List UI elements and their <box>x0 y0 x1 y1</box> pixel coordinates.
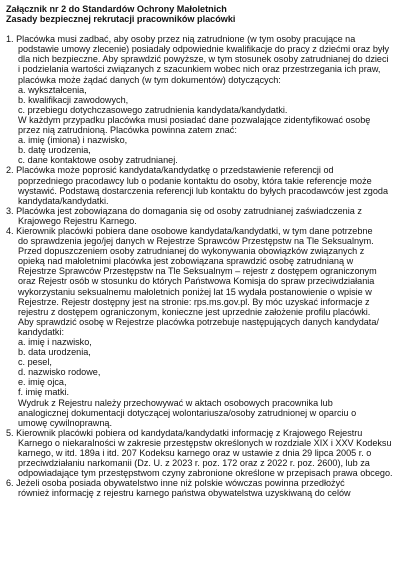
text-line: 4. Kierownik placówki pobiera dane osobowe kandydata/kandydatki, w tym dane potrzebne <box>6 225 373 236</box>
text-line: przez nią zatrudnioną. Placówka powinna zatem znać: <box>18 125 237 136</box>
text-line: do sprawdzenia jego/jej danych w Rejestrze Sprawców Przestępstw na Tle Seksualnym. <box>18 236 374 247</box>
list-item: b. data urodzenia, <box>18 347 91 358</box>
text-line: analogicznej dokumentacji dotyczącej wolontariusza/osoby zatrudnionej w oparciu o <box>18 407 357 418</box>
list-item: f. imię matki. <box>18 387 70 398</box>
list-item: b. datę urodzenia, <box>18 145 91 156</box>
indented-block <box>6 488 398 498</box>
text-line: placówka może żądać danych (w tym dokumentów) dotyczących: <box>18 74 281 85</box>
list-item: b. kwalifikacji zawodowych, <box>18 94 129 105</box>
document-body <box>6 34 398 498</box>
text-line: rejestru z dostępem ograniczonym, konieczne jest uprzednie założenie profilu placówki. <box>18 306 371 317</box>
text-line: opieką nad małoletnimi placówka jest zobowiązana sprawdzić osobę zatrudnianą w <box>18 256 354 267</box>
text-line: 6. Jeżeli osoba posiada obywatelstwo inne niż polskie wówczas powinna przedłożyć <box>6 478 345 489</box>
text-line: Wydruk z Rejestru należy przechowywać w aktach osobowych pracownika lub <box>18 397 333 408</box>
text-line: odpowiadające tym przestępstwom czyny zabronione określone w przepisach prawa obcego. <box>18 468 393 479</box>
list-item: a. wykształcenia, <box>18 84 87 95</box>
indented-block <box>6 236 398 428</box>
list-item: a. imię (imiona) i nazwisko, <box>18 135 128 146</box>
text-line: Przed dopuszczeniem osoby zatrudnianej do wykonywania obowiązków związanych z <box>18 246 365 257</box>
text-line: podstawie umowy zlecenie) posiadały odpowiednie kwalifikacje do pracy z dziećmi oraz były <box>18 44 390 55</box>
text-line: Aby sprawdzić osobę w Rejestrze placówka potrzebuje następujących danych kandydata/ <box>18 316 379 327</box>
text-line: Rejestrze. Rejestr dostępny jest na stronie: rps.ms.gov.pl. By móc uzyskać informacje z <box>18 296 370 307</box>
text-line: 5. Kierownik placówki pobiera od kandydata/kandydatki informację z Krajowego Rejestru <box>6 427 363 438</box>
indented-block <box>6 438 398 478</box>
list-item: a. imię i nazwisko, <box>18 337 92 347</box>
text-line: Rejestrze Sprawców Przestępstw na Tle Seksualnym – rejestr z dostępem ograniczonym <box>18 266 377 277</box>
list-item: d. nazwisko rodowe, <box>18 367 101 378</box>
paragraph-5 <box>6 428 398 478</box>
text-line: oraz Rejestr osób w stosunku do których Państwowa Komisja do spraw przeciwdziałania <box>18 276 375 287</box>
text-line: W każdym przypadku placówka musi posiadać dane pozwalające zidentyfikować osobę <box>18 114 371 125</box>
list-item: c. dane kontaktowe osoby zatrudnianej. <box>18 155 178 166</box>
paragraph-1 <box>6 34 398 165</box>
text-line: poprzedniego pracodawcy lub o podanie kontaktu do osoby, która takie referencje może <box>18 175 372 186</box>
text-line: Karnego o niekaralności w zakresie przestępstw określonych w rozdziale XIX i XXV Kodeksu <box>18 437 392 448</box>
text-line: kandydatki: <box>18 326 65 337</box>
text-line: Krajowego Rejestru Karnego. <box>18 215 137 226</box>
text-line: wystawić. Podstawą dostarczenia referencji lub kontaktu do byłych pracodawców jest zgoda <box>18 185 389 196</box>
document-page <box>6 4 398 499</box>
text-line: wykorzystaniu seksualnemu małoletnich poniżej lat 15 wydała postanowienie o wpisie w <box>18 286 372 297</box>
text-line: dla nich bezpieczne. Aby sprawdzić powyższe, w tym stosunek osoby zatrudnianej do dzieci <box>18 54 389 65</box>
text-line: umowę cywilnoprawną. <box>18 417 113 428</box>
paragraph-6 <box>6 478 398 498</box>
text-line: 2. Placówka może poprosić kandydata/kandydatkę o przedstawienie referencji od <box>6 165 334 176</box>
indented-block <box>6 216 398 226</box>
list-item: e. imię ojca, <box>18 377 67 388</box>
text-line: 1. Placówka musi zadbać, aby osoby przez nią zatrudnione (w tym osoby pracujące na <box>6 34 356 45</box>
text-line: również informację z rejestru karnego państwa obywatelstwa uzyskiwaną do celów <box>18 488 351 499</box>
paragraph-4 <box>6 226 398 428</box>
document-subtitle: Zasady bezpiecznej rekrutacji pracowników placówki <box>6 14 236 25</box>
text-line: karnego, w itd. 189a i itd. 207 Kodeksu karnego oraz w ustawie z dnia 29 lipca 2005 r. o <box>18 448 372 459</box>
paragraph-2 <box>6 165 398 205</box>
text-line: 3. Placówka jest zobowiązana do domagania się od osoby zatrudnianej zaświadczenia z <box>6 205 362 216</box>
list-item: c. przebiegu dotychczasowego zatrudnienia kandydata/kandydatki. <box>18 104 288 115</box>
text-line: i podzielania wartości związanych z szacunkiem wobec nich oraz przestrzegania ich praw, <box>18 64 381 75</box>
paragraph-3 <box>6 206 398 226</box>
text-line: kandydata/kandydatki. <box>18 195 109 206</box>
document-title: Załącznik nr 2 do Standardów Ochrony Małoletnich <box>6 4 227 14</box>
text-line: przeciwdziałaniu narkomanii (Dz. U. z 2023 r. poz. 172 oraz z 2022 r. poz. 2600), lub za <box>18 458 370 469</box>
indented-block <box>6 176 398 206</box>
list-item: c. pesel, <box>18 357 52 368</box>
indented-block <box>6 44 398 165</box>
